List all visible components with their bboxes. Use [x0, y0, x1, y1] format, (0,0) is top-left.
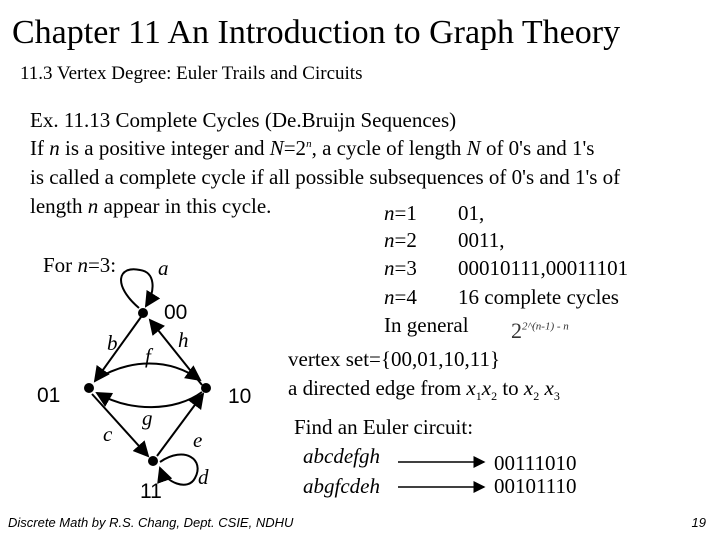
definition-line-1: If n is a positive integer and $N=2^n$, a cycle of length N of 0's and 1's: [30, 136, 595, 160]
vertex-10: [201, 383, 211, 393]
edge-label-b: b: [107, 331, 118, 355]
sequence-n1: n=1: [384, 201, 417, 225]
in-general-label: In general: [384, 313, 469, 337]
euler-path-2: abgfcdeh: [303, 474, 380, 498]
sequence-n1-value: 01,: [458, 201, 485, 225]
edge-label-g: g: [142, 406, 153, 430]
page-number: 19: [691, 515, 706, 530]
sequence-n4: n=4: [384, 285, 417, 309]
vertex-00: [138, 308, 148, 318]
edge-label-h: h: [178, 328, 189, 352]
edge-b: [95, 317, 141, 381]
euler-result-1: 00111010: [494, 451, 577, 475]
example-heading: Ex. 11.13 Complete Cycles (De.Bruijn Sequences): [30, 108, 457, 132]
edge-rule: a directed edge from $x_1x_2$ to $x_2$ $x_3$: [288, 376, 560, 404]
sequence-n2-value: 0011,: [458, 228, 505, 252]
edge-a: [121, 269, 153, 308]
vertex-label-00: 00: [164, 301, 188, 324]
sequence-n2: n=2: [384, 228, 417, 252]
slide-title: Chapter 11 An Introduction to Graph Theory: [12, 14, 621, 51]
section-subtitle: 11.3 Vertex Degree: Euler Trails and Circuits: [20, 63, 363, 84]
definition-line-2: is called a complete cycle if all possible subsequences of 0's and 1's of: [30, 165, 621, 189]
euler-heading: Find an Euler circuit:: [294, 415, 474, 439]
vertex-set: vertex set={00,01,10,11}: [288, 347, 501, 371]
sequence-n4-value: 16 complete cycles: [458, 285, 619, 309]
sequence-n3: n=3: [384, 256, 417, 280]
euler-result-2: 00101110: [494, 474, 577, 498]
vertex-label-01: 01: [37, 384, 61, 407]
sequence-n3-value: 00010111,00011101: [458, 256, 629, 280]
edge-label-e: e: [193, 428, 203, 452]
footer-credit: Discrete Math by R.S. Chang, Dept. CSIE, NDHU: [8, 515, 294, 530]
vertex-label-10: 10: [228, 385, 252, 408]
edge-label-f: f: [145, 344, 151, 368]
edge-label-a: a: [158, 256, 169, 280]
edge-f: [95, 364, 200, 381]
edge-g: [97, 392, 202, 407]
general-formula: $2^{2\^{}(n-1) - n}$: [511, 318, 569, 343]
definition-line-3: length n appear in this cycle.: [30, 194, 272, 218]
edge-d: [160, 455, 198, 485]
vertex-01: [84, 383, 94, 393]
vertex-11: [148, 456, 158, 466]
for-n3-label: For n=3:: [43, 253, 117, 277]
edge-label-c: c: [103, 422, 113, 446]
edge-label-d: d: [198, 465, 209, 489]
euler-path-1: abcdefgh: [303, 444, 380, 468]
vertex-label-11: 11: [140, 480, 162, 503]
